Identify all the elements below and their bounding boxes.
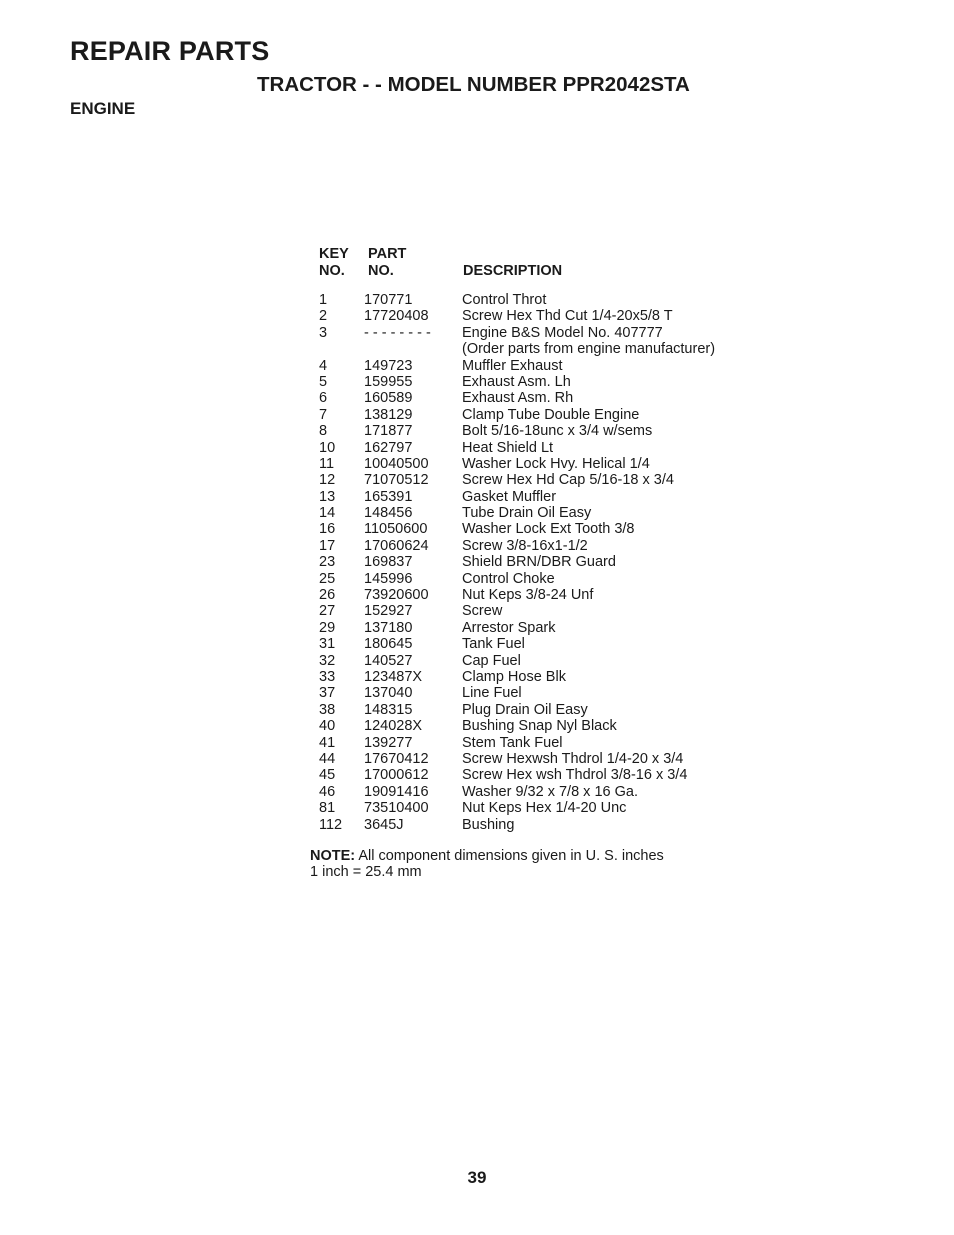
key-no-cell: 44 [319, 750, 336, 767]
part-no-cell: 71070512 [364, 472, 429, 489]
description-cell: Arrestor Spark [462, 619, 556, 636]
key-no-header [319, 246, 349, 280]
description-cell: Cap Fuel [462, 652, 521, 669]
part-no-cell: 137180 [364, 619, 413, 636]
part-no-cell: 17060624 [364, 537, 429, 554]
description-cell: Gasket Muffler [462, 488, 557, 505]
key-no-cell: 112 [319, 816, 343, 833]
key-header-line2: NO. [319, 263, 345, 279]
table-row [317, 603, 757, 619]
description-cell: Washer Lock Ext Tooth 3/8 [462, 521, 635, 538]
part-no-cell: 162797 [364, 439, 413, 456]
table-row [317, 784, 757, 800]
part-no-cell: 148315 [364, 701, 413, 718]
key-no-cell: 16 [319, 521, 336, 538]
description-cell: Washer Lock Hvy. Helical 1/4 [462, 455, 650, 472]
key-header-line1: KEY [319, 246, 349, 262]
description-cell: Screw Hexwsh Thdrol 1/4-20 x 3/4 [462, 750, 684, 767]
description-cell: Nut Keps Hex 1/4-20 Unc [462, 800, 627, 817]
description-cell: Screw Hex Thd Cut 1/4-20x5/8 T [462, 308, 673, 325]
description-cell: Muffler Exhaust [462, 357, 563, 374]
part-no-cell: 180645 [364, 636, 413, 653]
key-no-cell: 3 [319, 324, 328, 341]
table-row [317, 489, 757, 505]
key-no-cell: 4 [319, 357, 328, 374]
description-cell: Tube Drain Oil Easy [462, 505, 592, 522]
note-label: NOTE: [310, 848, 356, 864]
key-no-cell: 26 [319, 587, 336, 604]
part-no-cell: 11050600 [364, 521, 428, 538]
dimension-note [310, 848, 670, 881]
table-row [317, 800, 757, 816]
key-no-cell: 25 [319, 570, 336, 587]
table-row [317, 521, 757, 537]
part-no-cell: 17720408 [364, 308, 429, 325]
key-no-cell: 13 [319, 488, 336, 505]
description-cell: Shield BRN/DBR Guard [462, 554, 616, 571]
description-cell: Screw Hex wsh Thdrol 3/8-16 x 3/4 [462, 767, 688, 784]
note-text: All component dimensions given in U. S. inches 1 inch = 25.4 mm [310, 848, 664, 881]
key-no-cell: 45 [319, 767, 336, 784]
table-row [317, 653, 757, 669]
part-no-cell: 73920600 [364, 587, 429, 604]
key-no-cell: 23 [319, 554, 336, 571]
description-cell: Tank Fuel [462, 636, 525, 653]
part-no-cell: 140527 [364, 652, 413, 669]
table-row [317, 817, 757, 833]
table-row [317, 751, 757, 767]
key-no-cell: 6 [319, 390, 328, 407]
key-no-cell: 7 [319, 406, 328, 423]
part-no-cell: 165391 [364, 488, 413, 505]
part-no-cell: 159955 [364, 373, 413, 390]
key-no-cell: 41 [319, 734, 336, 751]
table-row [317, 423, 757, 439]
table-row [317, 308, 757, 324]
description-cell: Stem Tank Fuel [462, 734, 563, 751]
description-cell: Line Fuel [462, 685, 522, 702]
part-no-cell: 160589 [364, 390, 413, 407]
description-cell: Screw [462, 603, 503, 620]
part-no-cell: 169837 [364, 554, 413, 571]
part-no-cell: 10040500 [364, 455, 429, 472]
table-row [317, 669, 757, 685]
part-no-header [368, 246, 406, 280]
part-no-cell: 152927 [364, 603, 413, 620]
description-cell: Exhaust Asm. Rh [462, 390, 574, 407]
page-title: REPAIR PARTS [70, 36, 270, 66]
description-cell: Screw Hex Hd Cap 5/16-18 x 3/4 [462, 472, 674, 489]
model-subtitle: TRACTOR - - MODEL NUMBER PPR2042STA [257, 73, 690, 96]
part-no-cell: 148456 [364, 505, 413, 522]
key-no-cell: 12 [319, 472, 336, 489]
part-no-cell: 149723 [364, 357, 413, 374]
table-row [317, 587, 757, 603]
key-no-cell: 81 [319, 800, 336, 817]
part-no-cell: 73510400 [364, 800, 429, 817]
part-header-line1: PART [368, 246, 407, 262]
table-row [317, 620, 757, 636]
key-no-cell: 1 [319, 292, 328, 308]
key-no-cell: 14 [319, 505, 336, 522]
table-row [317, 554, 757, 570]
description-cell: Exhaust Asm. Lh [462, 373, 571, 390]
key-no-cell: 37 [319, 685, 336, 702]
key-no-cell: 10 [319, 439, 336, 456]
part-header-line2: NO. [368, 263, 394, 279]
table-row [317, 472, 757, 488]
part-no-cell: 138129 [364, 406, 413, 423]
section-heading: ENGINE [70, 99, 136, 118]
part-no-cell: 19091416 [364, 783, 429, 800]
part-no-cell: 139277 [364, 734, 413, 751]
key-no-cell: 31 [319, 636, 336, 653]
table-row [317, 767, 757, 783]
table-row [317, 718, 757, 734]
key-no-cell: 32 [319, 652, 336, 669]
key-no-cell: 38 [319, 701, 336, 718]
description-cell: Heat Shield Lt [462, 439, 554, 456]
part-no-cell: 171877 [364, 423, 413, 440]
part-no-cell: 17000612 [364, 767, 429, 784]
key-no-cell: 40 [319, 718, 336, 735]
key-no-cell: 29 [319, 619, 336, 636]
part-no-cell: 145996 [364, 570, 413, 587]
table-row [317, 292, 757, 308]
description-cell: Plug Drain Oil Easy [462, 701, 588, 718]
description-cell: Engine B&S Model No. 407777 [462, 324, 663, 341]
key-no-cell: 27 [319, 603, 336, 620]
table-row [317, 538, 757, 554]
description-cell: Bushing Snap Nyl Black [462, 718, 617, 735]
table-row [317, 456, 757, 472]
key-no-cell: 8 [319, 423, 328, 440]
part-no-cell: 170771 [364, 292, 413, 308]
key-no-cell: 11 [319, 455, 335, 472]
table-row [317, 440, 757, 456]
description-cell: Nut Keps 3/8-24 Unf [462, 587, 594, 604]
description-cell: Control Throt [462, 292, 547, 308]
description-header: DESCRIPTION [463, 263, 563, 279]
table-row [317, 325, 757, 341]
description-cell: Bolt 5/16-18unc x 3/4 w/sems [462, 423, 653, 440]
table-row [317, 636, 757, 652]
key-no-cell: 33 [319, 668, 336, 685]
table-row [317, 571, 757, 587]
description-cell: Bushing [462, 816, 515, 833]
part-no-cell: 3645J [364, 816, 404, 833]
table-row [317, 407, 757, 423]
part-no-cell: - - - - - - - - [364, 324, 431, 341]
table-row [317, 358, 757, 374]
description-cell: (Order parts from engine manufacturer) [462, 341, 716, 358]
table-row [317, 341, 757, 357]
part-no-cell: 17670412 [364, 750, 429, 767]
part-no-cell: 124028X [364, 718, 423, 735]
page-number: 39 [467, 1168, 487, 1187]
description-cell: Clamp Tube Double Engine [462, 406, 640, 423]
description-cell: Clamp Hose Blk [462, 668, 566, 685]
table-row [317, 735, 757, 751]
description-cell: Screw 3/8-16x1-1/2 [462, 537, 588, 554]
part-no-cell: 137040 [364, 685, 413, 702]
table-row [317, 390, 757, 406]
table-row [317, 374, 757, 390]
key-no-cell: 5 [319, 373, 328, 390]
table-row [317, 505, 757, 521]
part-no-cell: 123487X [364, 668, 423, 685]
key-no-cell: 46 [319, 783, 336, 800]
parts-list [317, 292, 757, 833]
key-no-cell: 17 [319, 537, 336, 554]
description-cell: Control Choke [462, 570, 555, 587]
table-row [317, 702, 757, 718]
description-cell: Washer 9/32 x 7/8 x 16 Ga. [462, 783, 638, 800]
table-row [317, 685, 757, 701]
key-no-cell: 2 [319, 308, 328, 325]
